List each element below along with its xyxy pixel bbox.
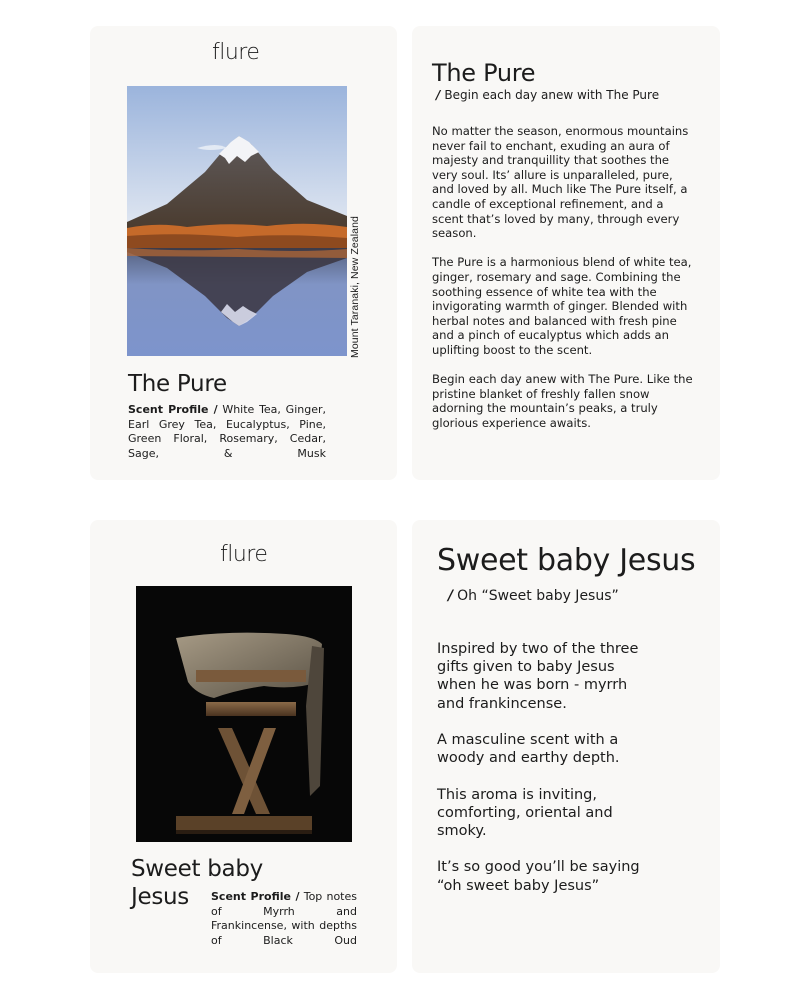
description-paragraph: Inspired by two of the three gifts given to baby Jesus when he was born - myrrh and frankincense. (437, 641, 639, 712)
tagline (448, 587, 619, 605)
product-description (437, 640, 647, 895)
product-title: The Pure (128, 371, 227, 397)
brand-wordmark: flure (212, 40, 260, 65)
tagline-text: Begin each day anew with The Pure (444, 88, 660, 102)
product-card-sweet-baby-jesus-front (90, 520, 397, 973)
photo-caption: Mount Taranaki, New Zealand (349, 216, 361, 358)
description-paragraph: A masculine scent with a woody and earthy depth. (437, 732, 620, 767)
manger-photo (136, 586, 352, 842)
brand-wordmark: flure (220, 542, 268, 567)
description-paragraph: Begin each day anew with The Pure. Like the pristine blanket of freshly fallen snow adorning the mountain’s peaks, a truly glorious experience awaits. (432, 372, 693, 430)
tagline (436, 87, 659, 103)
description-paragraph: The Pure is a harmonious blend of white tea, ginger, rosemary and sage. Combining the soothing essence of white tea with the invigorating warmth of ginger. Blended with herbal notes and balanced with fresh pine and a pinch of eucalyptus which adds an uplifting boost to the scent. (432, 255, 692, 357)
scent-profile (128, 403, 326, 461)
flure-logo (212, 42, 264, 68)
product-title: Sweet baby Jesus (131, 856, 263, 910)
scent-profile-label: Scent Profile / (211, 890, 300, 903)
scent-profile-label: Scent Profile / (128, 403, 218, 416)
flure-logo (220, 544, 272, 570)
description-paragraph: This aroma is inviting, comforting, oriental and smoky. (437, 786, 613, 839)
product-title: Sweet baby Jesus (437, 543, 696, 578)
scent-profile (211, 890, 357, 948)
product-card-the-pure-front (90, 26, 397, 480)
slash-glyph: / (436, 88, 441, 102)
product-description (432, 124, 694, 430)
slash-glyph: / (448, 588, 454, 604)
description-paragraph: No matter the season, enormous mountains never fail to enchant, exuding an aura of majesty and tranquillity that soothes the very soul. Its’ allure is unparalleled, pure, and loved by all. Much like The Pure itself, a candle of exceptional refinement, and a scent that’s loved by many, through every season. (432, 124, 689, 241)
tagline-text: Oh “Sweet baby Jesus” (457, 588, 619, 604)
product-card-sweet-baby-jesus-back (412, 520, 720, 973)
product-card-the-pure-back (412, 26, 720, 480)
scent-profile-notes: White Tea, Ginger, Earl Grey Tea, Eucalyptus, Pine, Green Floral, Rosemary, Cedar, Sage, & Musk (128, 403, 326, 460)
mount-taranaki-photo (127, 86, 347, 356)
scent-profile-notes: Top notes of Myrrh and Frankincense, with depths of Black Oud (211, 890, 357, 947)
product-title: The Pure (432, 59, 536, 87)
description-paragraph: It’s so good you’ll be saying “oh sweet baby Jesus” (437, 859, 640, 894)
